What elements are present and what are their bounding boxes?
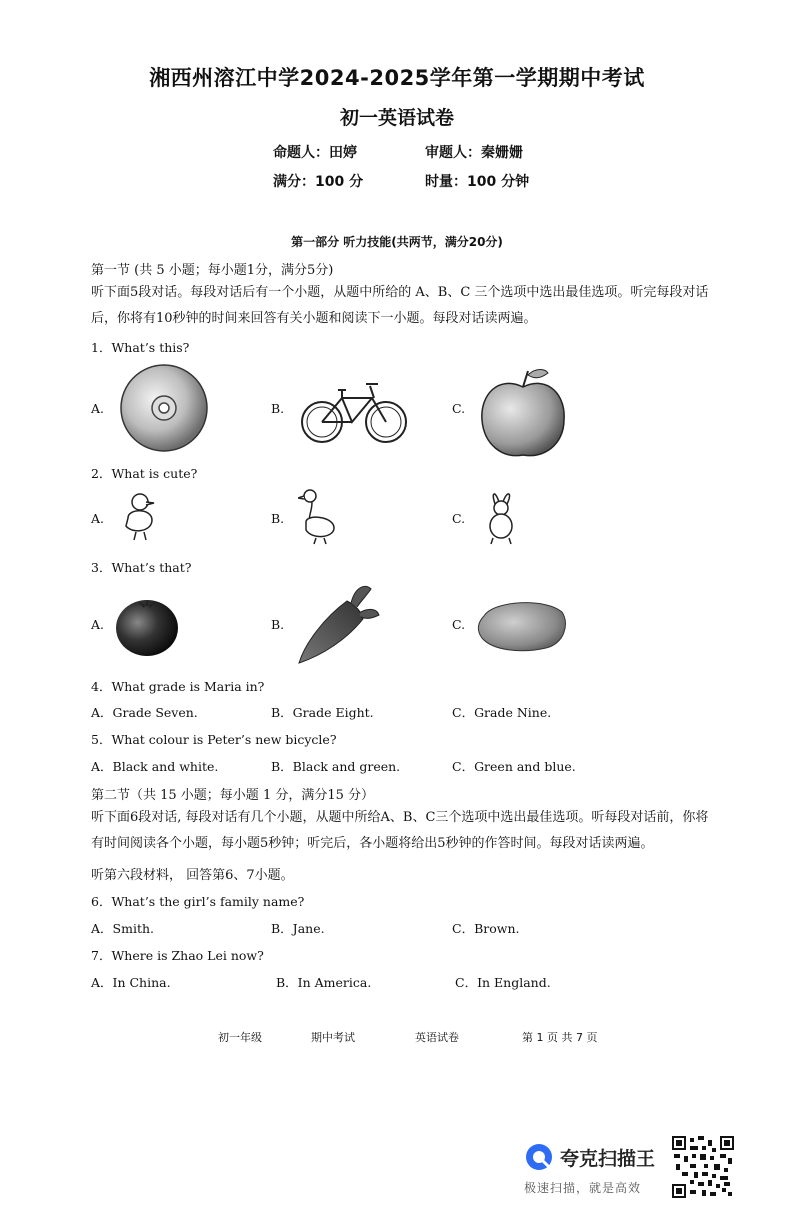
option-label: C. <box>452 401 466 416</box>
apple-icon <box>478 365 568 461</box>
carrot-icon <box>295 583 381 667</box>
qr-code-icon <box>672 1136 734 1198</box>
potato-icon <box>476 598 568 652</box>
rabbit-icon <box>481 490 521 546</box>
part1-title: 第一部分 听力技能(共两节，满分20分) <box>291 235 503 249</box>
watermark-brand: 夸克扫描王 <box>560 1148 656 1170</box>
reviewer: 审题人：秦姗姗 <box>425 145 523 161</box>
option-a: A．Grade Seven. <box>91 705 198 720</box>
bicycle-icon <box>300 372 408 446</box>
footer-subject: 英语试卷 <box>415 1031 459 1044</box>
option-label: B. <box>271 401 285 416</box>
question-6: 6．What’s the girl’s family name? <box>91 894 305 909</box>
duck-icon <box>118 490 158 542</box>
question-5: 5．What colour is Peter’s new bicycle? <box>91 732 337 747</box>
option-c: C．Brown. <box>452 921 520 936</box>
option-label: B. <box>271 511 285 526</box>
cd-disc-icon <box>118 362 210 454</box>
option-b: B．In America. <box>276 975 372 990</box>
footer-page: 第 1 页 共 7 页 <box>522 1031 598 1044</box>
option-label: A. <box>91 401 105 416</box>
section2-heading: 第二节（共 15 小题；每小题 1 分，满分15 分） <box>91 788 375 803</box>
footer-grade: 初一年级 <box>218 1031 262 1044</box>
option-c: C．Green and blue. <box>452 759 576 774</box>
option-label: B. <box>271 617 285 632</box>
time-limit: 时量：100 分钟 <box>425 174 530 190</box>
exam-subtitle: 初一英语试卷 <box>339 107 454 129</box>
option-a: A．Black and white. <box>91 759 219 774</box>
question-7: 7．Where is Zhao Lei now? <box>91 948 264 963</box>
quark-logo-icon <box>524 1142 554 1172</box>
option-b: B．Jane. <box>271 921 325 936</box>
option-b: B．Black and green. <box>271 759 401 774</box>
question-3: 3．What’s that? <box>91 560 192 575</box>
watermark-slogan: 极速扫描，就是高效 <box>524 1181 642 1195</box>
goose-icon <box>298 488 338 546</box>
section1-instructions: 听下面5段对话。每段对话后有一个小题，从题中所给的 A、B、C 三个选项中选出最佳选项。听完每段对话后，你将有10秒钟的时间来回答有关小题和阅读下一小题。每段对话读两遍。 <box>91 285 709 326</box>
tomato-icon <box>114 590 180 658</box>
question-1: 1．What’s this? <box>91 340 190 355</box>
section2-note: 听第六段材料， 回答第6、7小题。 <box>91 868 294 883</box>
question-2: 2．What is cute? <box>91 466 198 481</box>
option-b: B．Grade Eight. <box>271 705 374 720</box>
setter: 命题人：田婷 <box>273 145 357 161</box>
option-c: C．In England. <box>455 975 551 990</box>
full-score: 满分：100 分 <box>273 174 364 190</box>
question-4: 4．What grade is Maria in? <box>91 679 265 694</box>
section2-instructions: 听下面6段对话, 每段对话有几个小题，从题中所给A、B、C三个选项中选出最佳选项。听每段对话前，你将有时间阅读各个小题，每小题5秒钟；听完后，各小题将给出5秒钟的作答时间。每段对话读两遍。 <box>91 810 709 851</box>
exam-title: 湘西州溶江中学2024-2025学年第一学期期中考试 <box>149 66 645 90</box>
option-label: C. <box>452 617 466 632</box>
option-label: C. <box>452 511 466 526</box>
option-label: A. <box>91 617 105 632</box>
option-a: A．In China. <box>91 975 171 990</box>
option-c: C．Grade Nine. <box>452 705 552 720</box>
section1-heading: 第一节 (共 5 小题；每小题1分，满分5分) <box>91 263 334 278</box>
footer-exam: 期中考试 <box>311 1031 355 1044</box>
option-label: A. <box>91 511 105 526</box>
option-a: A．Smith. <box>91 921 154 936</box>
